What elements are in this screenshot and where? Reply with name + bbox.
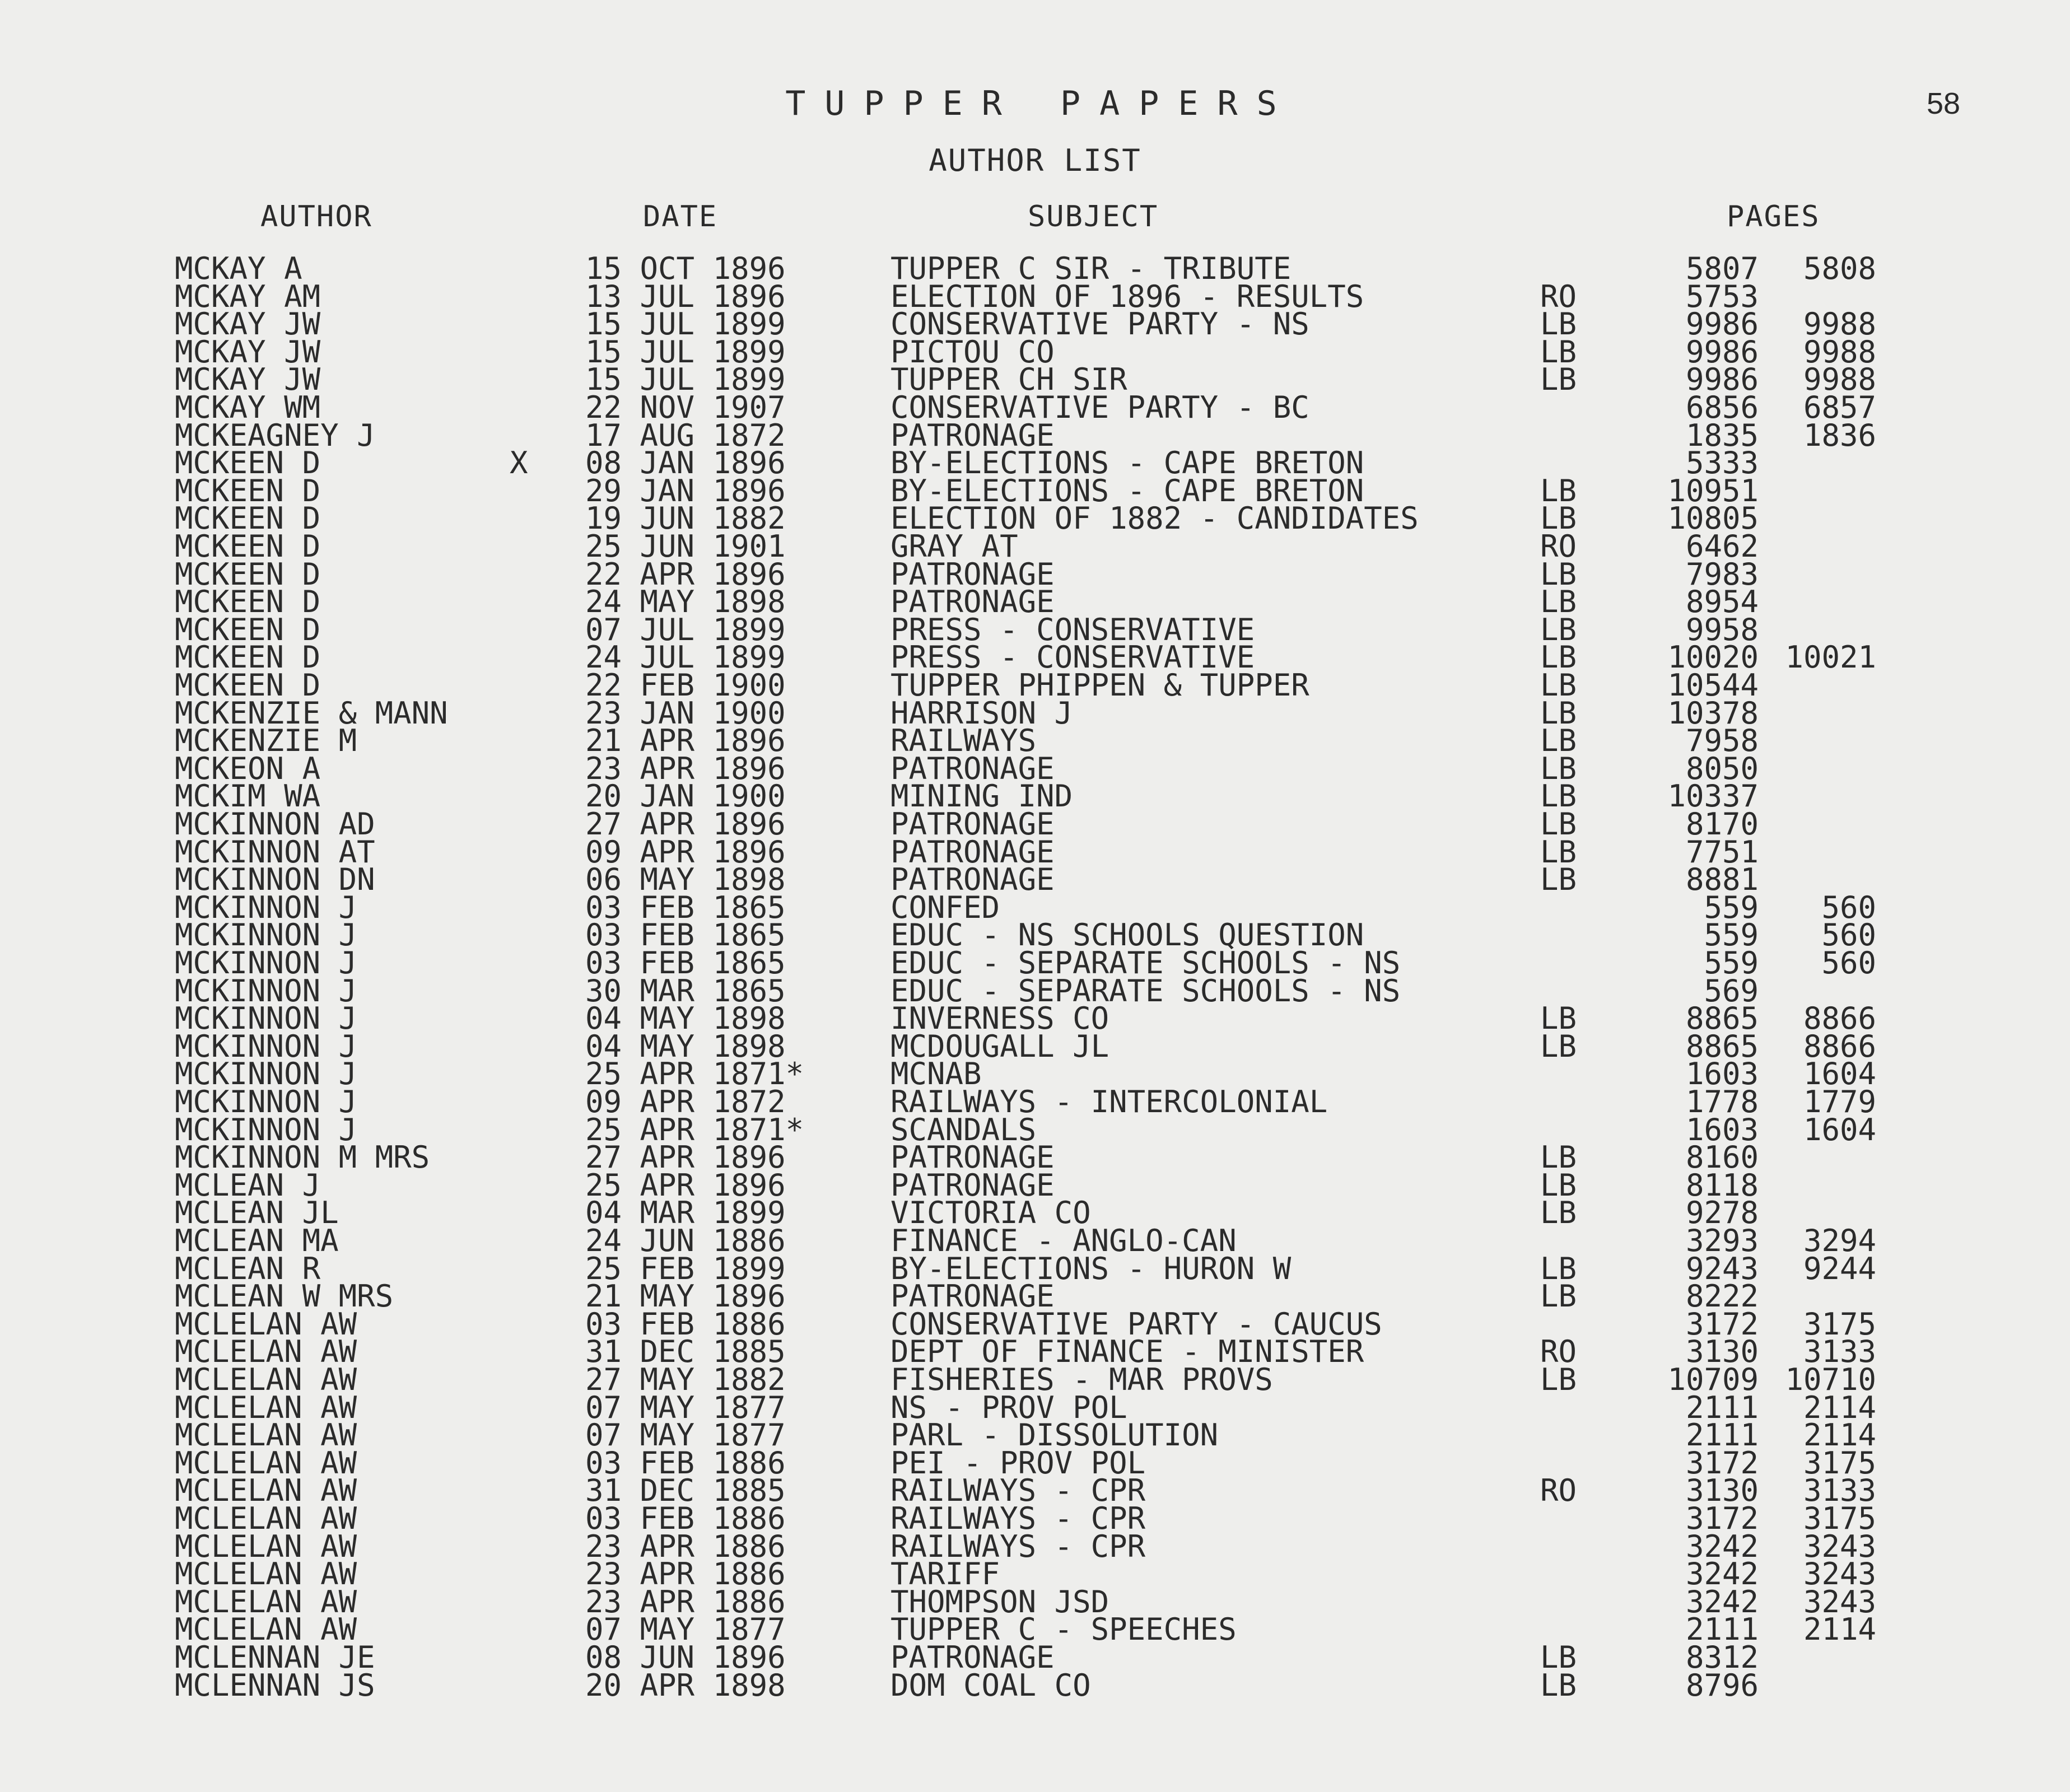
subject-cell: ELECTION OF 1896 - RESULTS	[891, 278, 1364, 314]
date-cell: 23 APR 1886	[585, 1528, 786, 1564]
author-cell: MCKINNON DN	[175, 862, 375, 898]
date-cell: 13 JUL 1896	[585, 278, 786, 314]
subject-cell: PATRONAGE	[891, 862, 1055, 898]
subject-cell: PRESS - CONSERVATIVE	[891, 612, 1255, 647]
page-start-cell: 2111	[1685, 1612, 1759, 1648]
author-cell: MCKINNON J	[175, 889, 357, 925]
subject-cell: DOM COAL CO	[891, 1667, 1091, 1703]
page-start-cell: 1835	[1685, 417, 1759, 453]
author-cell: MCKINNON M MRS	[175, 1140, 430, 1175]
subject-cell: DEPT OF FINANCE - MINISTER	[891, 1334, 1364, 1370]
code-cell: LB	[1540, 1001, 1577, 1037]
page-start-cell: 8222	[1685, 1278, 1759, 1314]
page-end-cell: 3243	[1803, 1528, 1876, 1564]
page-start-cell: 1603	[1685, 1112, 1759, 1147]
mark-cell: X	[510, 445, 528, 481]
author-cell: MCKENZIE & MANN	[175, 695, 448, 731]
code-cell: LB	[1540, 306, 1577, 342]
subject-cell: PEI - PROV POL	[891, 1445, 1146, 1481]
subject-cell: GRAY AT	[891, 529, 1018, 564]
date-cell: 15 JUL 1899	[585, 306, 786, 342]
author-cell: MCLEAN JL	[175, 1195, 339, 1231]
subject-cell: CONSERVATIVE PARTY - BC	[891, 390, 1309, 425]
date-cell: 08 JAN 1896	[585, 445, 786, 481]
subject-cell: HARRISON J	[891, 695, 1073, 731]
code-cell: LB	[1540, 695, 1577, 731]
subject-cell: MCNAB	[891, 1056, 982, 1092]
subject-cell: NS - PROV POL	[891, 1389, 1127, 1425]
code-cell: LB	[1540, 1195, 1577, 1231]
header-pages: PAGES	[1727, 200, 1820, 234]
code-cell: LB	[1540, 612, 1577, 647]
page-end-cell: 9988	[1803, 334, 1876, 370]
page-end-cell: 3294	[1803, 1223, 1876, 1258]
page-start-cell: 8312	[1685, 1640, 1759, 1675]
page-end-cell: 2114	[1803, 1389, 1876, 1425]
page-end-cell: 9988	[1803, 362, 1876, 398]
subject-cell: PATRONAGE	[891, 834, 1055, 870]
date-cell: 20 JAN 1900	[585, 778, 786, 814]
author-cell: MCKAY AM	[175, 278, 321, 314]
author-cell: MCLELAN AW	[175, 1612, 357, 1648]
author-cell: MCLELAN AW	[175, 1556, 357, 1592]
code-cell: LB	[1540, 750, 1577, 786]
page-start-cell: 559	[1704, 945, 1759, 981]
code-cell: LB	[1540, 501, 1577, 536]
author-cell: MCKEEN D	[175, 556, 321, 592]
date-cell: 23 APR 1886	[585, 1556, 786, 1592]
date-cell: 07 MAY 1877	[585, 1389, 786, 1425]
date-cell: 27 APR 1896	[585, 806, 786, 842]
author-cell: MCLELAN AW	[175, 1362, 357, 1397]
date-cell: 03 FEB 1886	[585, 1501, 786, 1536]
code-cell: LB	[1540, 1362, 1577, 1397]
page-end-cell: 3243	[1803, 1584, 1876, 1620]
page-start-cell: 1603	[1685, 1056, 1759, 1092]
page-start-cell: 559	[1704, 917, 1759, 953]
code-cell: LB	[1540, 1640, 1577, 1675]
author-cell: MCLEAN J	[175, 1167, 321, 1203]
page-end-cell: 8866	[1803, 1028, 1876, 1064]
page-start-cell: 9986	[1685, 334, 1759, 370]
page-start-cell: 3172	[1685, 1306, 1759, 1342]
subject-cell: CONFED	[891, 889, 1000, 925]
date-cell: 23 APR 1886	[585, 1584, 786, 1620]
page-start-cell: 7958	[1685, 723, 1759, 759]
page-start-cell: 8954	[1685, 584, 1759, 620]
subject-cell: PATRONAGE	[891, 1278, 1055, 1314]
page-start-cell: 8796	[1685, 1667, 1759, 1703]
author-cell: MCLELAN AW	[175, 1306, 357, 1342]
document-title: TUPPER PAPERS	[785, 84, 1296, 123]
page-end-cell: 3133	[1803, 1334, 1876, 1370]
code-cell: LB	[1540, 778, 1577, 814]
date-cell: 24 JUN 1886	[585, 1223, 786, 1258]
page-start-cell: 9986	[1685, 306, 1759, 342]
page-end-cell: 3175	[1803, 1501, 1876, 1536]
subject-cell: EDUC - SEPARATE SCHOOLS - NS	[891, 973, 1401, 1009]
subject-cell: TARIFF	[891, 1556, 1000, 1592]
page-start-cell: 6462	[1685, 529, 1759, 564]
date-cell: 03 FEB 1865	[585, 945, 786, 981]
subject-cell: RAILWAYS	[891, 723, 1037, 759]
code-cell: LB	[1540, 1667, 1577, 1703]
author-cell: MCKAY JW	[175, 306, 321, 342]
date-cell: 31 DEC 1885	[585, 1473, 786, 1509]
page-start-cell: 1778	[1685, 1084, 1759, 1119]
author-cell: MCKEEN D	[175, 445, 321, 481]
author-cell: MCKAY JW	[175, 334, 321, 370]
subject-cell: TUPPER CH SIR	[891, 362, 1127, 398]
subject-cell: RAILWAYS - CPR	[891, 1501, 1146, 1536]
date-cell: 30 MAR 1865	[585, 973, 786, 1009]
author-cell: MCLELAN AW	[175, 1389, 357, 1425]
subject-cell: BY-ELECTIONS - CAPE BRETON	[891, 473, 1364, 508]
date-cell: 25 APR 1896	[585, 1167, 786, 1203]
date-cell: 03 FEB 1886	[585, 1445, 786, 1481]
author-cell: MCKAY A	[175, 251, 302, 286]
page-start-cell: 8170	[1685, 806, 1759, 842]
code-cell: LB	[1540, 473, 1577, 508]
page-end-cell: 3243	[1803, 1556, 1876, 1592]
page-start-cell: 8865	[1685, 1028, 1759, 1064]
code-cell: LB	[1540, 862, 1577, 898]
author-cell: MCLELAN AW	[175, 1584, 357, 1620]
date-cell: 22 APR 1896	[585, 556, 786, 592]
subject-cell: PATRONAGE	[891, 1140, 1055, 1175]
author-cell: MCLELAN AW	[175, 1445, 357, 1481]
author-cell: MCKEEN D	[175, 640, 321, 675]
page-start-cell: 8881	[1685, 862, 1759, 898]
author-cell: MCLEAN R	[175, 1250, 321, 1286]
page-start-cell: 3130	[1685, 1334, 1759, 1370]
page-start-cell: 9958	[1685, 612, 1759, 647]
author-cell: MCKEAGNEY J	[175, 417, 375, 453]
subject-cell: PATRONAGE	[891, 1167, 1055, 1203]
page-start-cell: 5753	[1685, 278, 1759, 314]
page-start-cell: 5333	[1685, 445, 1759, 481]
table-row	[0, 1667, 2070, 1703]
page-start-cell: 3293	[1685, 1223, 1759, 1258]
author-cell: MCKENZIE M	[175, 723, 357, 759]
page-start-cell: 3242	[1685, 1528, 1759, 1564]
code-cell: LB	[1540, 584, 1577, 620]
author-cell: MCLELAN AW	[175, 1501, 357, 1536]
page-start-cell: 8050	[1685, 750, 1759, 786]
author-cell: MCKINNON AT	[175, 834, 375, 870]
subject-cell: MCDOUGALL JL	[891, 1028, 1109, 1064]
subject-cell: TUPPER C SIR - TRIBUTE	[891, 251, 1292, 286]
date-cell: 07 MAY 1877	[585, 1417, 786, 1453]
author-cell: MCKEEN D	[175, 668, 321, 703]
date-cell: 15 OCT 1896	[585, 251, 786, 286]
subject-cell: PRESS - CONSERVATIVE	[891, 640, 1255, 675]
author-cell: MCLELAN AW	[175, 1417, 357, 1453]
subject-cell: PATRONAGE	[891, 417, 1055, 453]
subject-cell: PATRONAGE	[891, 584, 1055, 620]
date-cell: 03 FEB 1886	[585, 1306, 786, 1342]
date-cell: 04 MAY 1898	[585, 1028, 786, 1064]
date-cell: 27 MAY 1882	[585, 1362, 786, 1397]
page-start-cell: 9243	[1685, 1250, 1759, 1286]
page-start-cell: 10020	[1667, 640, 1759, 675]
code-cell: LB	[1540, 1278, 1577, 1314]
code-cell: LB	[1540, 806, 1577, 842]
date-cell: 24 MAY 1898	[585, 584, 786, 620]
subject-cell: PATRONAGE	[891, 806, 1055, 842]
subject-cell: PATRONAGE	[891, 1640, 1055, 1675]
page-start-cell: 5807	[1685, 251, 1759, 286]
date-cell: 04 MAR 1899	[585, 1195, 786, 1231]
author-cell: MCKINNON J	[175, 973, 357, 1009]
code-cell: RO	[1540, 529, 1577, 564]
author-cell: MCKINNON J	[175, 945, 357, 981]
page-start-cell: 10378	[1667, 695, 1759, 731]
page-start-cell: 9986	[1685, 362, 1759, 398]
author-cell: MCKINNON J	[175, 1028, 357, 1064]
author-cell: MCKINNON J	[175, 1084, 357, 1119]
author-cell: MCLEAN MA	[175, 1223, 339, 1258]
author-cell: MCLELAN AW	[175, 1528, 357, 1564]
subject-cell: MINING IND	[891, 778, 1073, 814]
author-cell: MCLENNAN JE	[175, 1640, 375, 1675]
page-end-cell: 1604	[1803, 1056, 1876, 1092]
date-cell: 20 APR 1898	[585, 1667, 786, 1703]
subject-cell: EDUC - SEPARATE SCHOOLS - NS	[891, 945, 1401, 981]
page-start-cell: 9278	[1685, 1195, 1759, 1231]
page-start-cell: 2111	[1685, 1417, 1759, 1453]
page-end-cell: 1836	[1803, 417, 1876, 453]
page-start-cell: 569	[1704, 973, 1759, 1009]
document-subtitle: AUTHOR LIST	[929, 143, 1141, 178]
page-start-cell: 8160	[1685, 1140, 1759, 1175]
page-start-cell: 10951	[1667, 473, 1759, 508]
subject-cell: SCANDALS	[891, 1112, 1037, 1147]
subject-cell: CONSERVATIVE PARTY - NS	[891, 306, 1309, 342]
page-start-cell: 8118	[1685, 1167, 1759, 1203]
page-end-cell: 1779	[1803, 1084, 1876, 1119]
author-cell: MCKIM WA	[175, 778, 321, 814]
author-cell: MCKEEN D	[175, 473, 321, 508]
date-cell: 29 JAN 1896	[585, 473, 786, 508]
author-cell: MCKEON A	[175, 750, 321, 786]
page-number: 58	[1927, 87, 1961, 120]
page-start-cell: 3172	[1685, 1501, 1759, 1536]
author-cell: MCKINNON J	[175, 1001, 357, 1037]
date-cell: 09 APR 1896	[585, 834, 786, 870]
subject-cell: TUPPER PHIPPEN & TUPPER	[891, 668, 1309, 703]
page-end-cell: 3175	[1803, 1445, 1876, 1481]
author-cell: MCKINNON J	[175, 1056, 357, 1092]
subject-cell: RAILWAYS - CPR	[891, 1473, 1146, 1509]
subject-cell: ELECTION OF 1882 - CANDIDATES	[891, 501, 1419, 536]
author-cell: MCKEEN D	[175, 529, 321, 564]
date-cell: 07 MAY 1877	[585, 1612, 786, 1648]
date-cell: 31 DEC 1885	[585, 1334, 786, 1370]
code-cell: LB	[1540, 1140, 1577, 1175]
subject-cell: INVERNESS CO	[891, 1001, 1109, 1037]
page-end-cell: 10021	[1785, 640, 1876, 675]
author-cell: MCKINNON J	[175, 1112, 357, 1147]
subject-cell: CONSERVATIVE PARTY - CAUCUS	[891, 1306, 1382, 1342]
date-cell: 06 MAY 1898	[585, 862, 786, 898]
code-cell: RO	[1540, 1334, 1577, 1370]
page-start-cell: 559	[1704, 889, 1759, 925]
subject-cell: TUPPER C - SPEECHES	[891, 1612, 1237, 1648]
code-cell: LB	[1540, 1250, 1577, 1286]
date-cell: 24 JUL 1899	[585, 640, 786, 675]
subject-cell: FINANCE - ANGLO-CAN	[891, 1223, 1237, 1258]
author-cell: MCKEEN D	[175, 612, 321, 647]
code-cell: LB	[1540, 640, 1577, 675]
date-cell: 03 FEB 1865	[585, 889, 786, 925]
date-cell: 19 JUN 1882	[585, 501, 786, 536]
author-cell: MCLEAN W MRS	[175, 1278, 394, 1314]
author-cell: MCKAY JW	[175, 362, 321, 398]
subject-cell: EDUC - NS SCHOOLS QUESTION	[891, 917, 1364, 953]
page-end-cell: 5808	[1803, 251, 1876, 286]
subject-cell: PATRONAGE	[891, 556, 1055, 592]
date-cell: 22 NOV 1907	[585, 390, 786, 425]
page-end-cell: 6857	[1803, 390, 1876, 425]
page-start-cell: 3130	[1685, 1473, 1759, 1509]
page-end-cell: 3175	[1803, 1306, 1876, 1342]
page-start-cell: 10544	[1667, 668, 1759, 703]
date-cell: 15 JUL 1899	[585, 334, 786, 370]
date-cell: 04 MAY 1898	[585, 1001, 786, 1037]
code-cell: LB	[1540, 668, 1577, 703]
subject-cell: RAILWAYS - INTERCOLONIAL	[891, 1084, 1328, 1119]
page-end-cell: 9988	[1803, 306, 1876, 342]
code-cell: LB	[1540, 334, 1577, 370]
subject-cell: FISHERIES - MAR PROVS	[891, 1362, 1273, 1397]
date-cell: 08 JUN 1896	[585, 1640, 786, 1675]
date-cell: 25 FEB 1899	[585, 1250, 786, 1286]
author-cell: MCKEEN D	[175, 584, 321, 620]
code-cell: LB	[1540, 362, 1577, 398]
date-cell: 17 AUG 1872	[585, 417, 786, 453]
page-start-cell: 2111	[1685, 1389, 1759, 1425]
date-cell: 09 APR 1872	[585, 1084, 786, 1119]
page-start-cell: 10709	[1667, 1362, 1759, 1397]
code-cell: LB	[1540, 1028, 1577, 1064]
page-start-cell: 3242	[1685, 1556, 1759, 1592]
subject-cell: VICTORIA CO	[891, 1195, 1091, 1231]
page-start-cell: 3242	[1685, 1584, 1759, 1620]
page-end-cell: 1604	[1803, 1112, 1876, 1147]
code-cell: RO	[1540, 278, 1577, 314]
page-end-cell: 560	[1821, 917, 1876, 953]
author-cell: MCKINNON AD	[175, 806, 375, 842]
page-start-cell: 7983	[1685, 556, 1759, 592]
page-start-cell: 6856	[1685, 390, 1759, 425]
page-end-cell: 560	[1821, 889, 1876, 925]
date-cell: 21 APR 1896	[585, 723, 786, 759]
page-start-cell: 8865	[1685, 1001, 1759, 1037]
author-cell: MCKEEN D	[175, 501, 321, 536]
date-cell: 25 APR 1871*	[585, 1056, 804, 1092]
author-cell: MCLELAN AW	[175, 1473, 357, 1509]
date-cell: 23 APR 1896	[585, 750, 786, 786]
date-cell: 25 APR 1871*	[585, 1112, 804, 1147]
date-cell: 27 APR 1896	[585, 1140, 786, 1175]
page-end-cell: 2114	[1803, 1612, 1876, 1648]
code-cell: RO	[1540, 1473, 1577, 1509]
header-author: AUTHOR	[260, 200, 372, 234]
author-cell: MCKINNON J	[175, 917, 357, 953]
subject-cell: PARL - DISSOLUTION	[891, 1417, 1219, 1453]
page-start-cell: 3172	[1685, 1445, 1759, 1481]
page-end-cell: 9244	[1803, 1250, 1876, 1286]
author-cell: MCKAY WM	[175, 390, 321, 425]
date-cell: 21 MAY 1896	[585, 1278, 786, 1314]
code-cell: LB	[1540, 1167, 1577, 1203]
subject-cell: PICTOU CO	[891, 334, 1055, 370]
page-start-cell: 10337	[1667, 778, 1759, 814]
date-cell: 25 JUN 1901	[585, 529, 786, 564]
author-cell: MCLELAN AW	[175, 1334, 357, 1370]
date-cell: 23 JAN 1900	[585, 695, 786, 731]
subject-cell: BY-ELECTIONS - HURON W	[891, 1250, 1292, 1286]
author-cell: MCLENNAN JS	[175, 1667, 375, 1703]
subject-cell: PATRONAGE	[891, 750, 1055, 786]
page-end-cell: 560	[1821, 945, 1876, 981]
date-cell: 07 JUL 1899	[585, 612, 786, 647]
date-cell: 22 FEB 1900	[585, 668, 786, 703]
page-end-cell: 3133	[1803, 1473, 1876, 1509]
subject-cell: RAILWAYS - CPR	[891, 1528, 1146, 1564]
code-cell: LB	[1540, 556, 1577, 592]
subject-cell: BY-ELECTIONS - CAPE BRETON	[891, 445, 1364, 481]
date-cell: 03 FEB 1865	[585, 917, 786, 953]
date-cell: 15 JUL 1899	[585, 362, 786, 398]
code-cell: LB	[1540, 834, 1577, 870]
header-subject: SUBJECT	[1028, 200, 1159, 234]
code-cell: LB	[1540, 723, 1577, 759]
header-date: DATE	[643, 200, 718, 234]
page-end-cell: 10710	[1785, 1362, 1876, 1397]
page-end-cell: 8866	[1803, 1001, 1876, 1037]
page-start-cell: 10805	[1667, 501, 1759, 536]
subject-cell: THOMPSON JSD	[891, 1584, 1109, 1620]
page-start-cell: 7751	[1685, 834, 1759, 870]
page-end-cell: 2114	[1803, 1417, 1876, 1453]
